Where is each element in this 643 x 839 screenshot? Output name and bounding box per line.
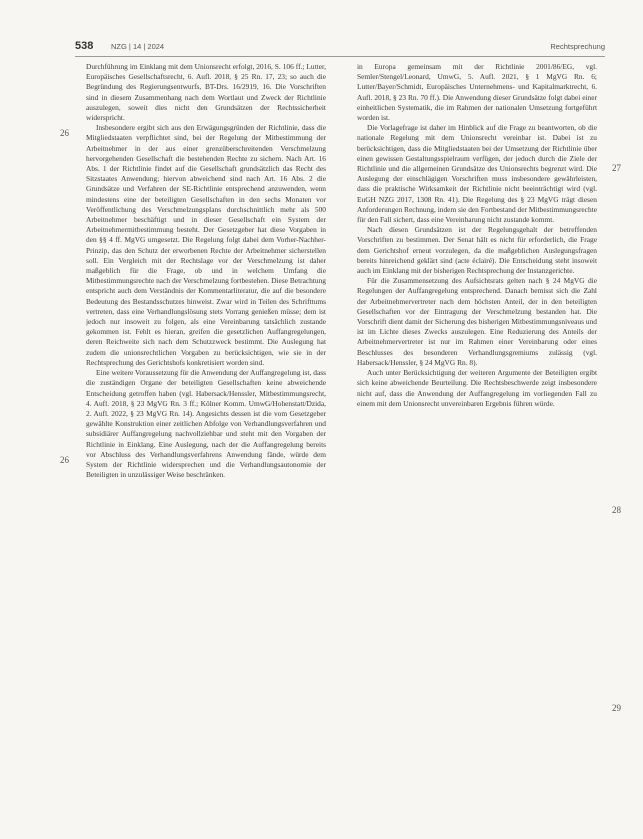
- margin-number: 27: [612, 163, 621, 173]
- margin-number: 28: [612, 505, 621, 515]
- paragraph: Durchführung im Einklang mit dem Unionsrecht erfolgt, 2016, S. 106 ff.; Lutter, Europäisches Gesellschaftsrecht, 6. Aufl. 2018, § 25 Rn. 17, 23; so auch die Begründung des Regierungsentwurfs, BT-Drs. 16/2919, 16. Die Vorschriften sind in diesem Zusammenhang nach dem Wortlaut und Zweck der Richtlinie auszulegen, soweit dies nicht den Grundsätzen der Rechtssicherheit widerspricht.: [86, 62, 326, 123]
- section-title: Rechtsprechung: [550, 42, 605, 51]
- paragraph: Für die Zusammensetzung des Aufsichtsrats gelten nach § 24 MgVG die Regelungen der Auffangregelung entsprechend. Danach bemisst sich die Zahl der Arbeitnehmervertreter nach dem höchsten Anteil, der in den beteiligten Gesellschaften vor der Eintragung der Verschmelzung bestanden hat. Die Vorschrift dient damit der Sicherung des bisherigen Mitbestimmungsniveaus und ist im Lichte dieses Zwecks auszulegen. Eine Reduzierung des Anteils der Arbeitnehmervertreter ist nur im Rahmen einer Vereinbarung oder eines Beschlusses des besonderen Verhandlungsgremiums zulässig (vgl. Habersack/Henssler, § 24 MgVG Rn. 8).: [357, 276, 597, 367]
- journal-reference: NZG | 14 | 2024: [111, 42, 165, 51]
- margin-number: 29: [612, 703, 621, 713]
- paragraph: Eine weitere Voraussetzung für die Anwendung der Auffangregelung ist, dass die zuständigen Organe der beteiligten Gesellschaften keine abweichende Entscheidung getroffen haben (vgl. Habersack/Henssler, Mitbestimmungsrecht, 4. Aufl. 2018, § 23 MgVG Rn. 3 ff.; Kölner Komm. UmwG/Hohenstatt/Dzida, 2. Aufl. 2022, § 23 MgVG Rn. 14). Angesichts dessen ist die vom Gesetzgeber gewählte Konstruktion einer zeitlichen Abfolge von Verhandlungsverfahren und subsidiärer Auffangregelung nachvollziehbar und steht mit den Vorgaben der Richtlinie in Einklang. Eine Auslegung, nach der die Auffangregelung bereits vor Abschluss des Verhandlungsverfahrens Anwendung fände, würde dem System der Richtlinie widersprechen und die Verhandlungsautonomie der Beteiligten in unzulässiger Weise beschränken.: [86, 368, 326, 480]
- page-number: 538: [75, 40, 94, 52]
- paragraph: Die Vorlagefrage ist daher im Hinblick auf die Frage zu beantworten, ob die nationale Regelung mit dem Unionsrecht vereinbar ist. Dabei ist zu berücksichtigen, dass die Mitgliedstaaten bei der Umsetzung der Richtlinie über einen gewissen Gestaltungsspielraum verfügen, der jedoch durch die Ziele der Richtlinie und die allgemeinen Grundsätze des Unionsrechts begrenzt wird. Die Auslegung der einschlägigen Vorschriften muss insbesondere gewährleisten, dass die praktische Wirksamkeit der Richtlinie nicht beeinträchtigt wird (vgl. EuGH NZG 2017, 1308 Rn. 41). Die Regelung des § 23 MgVG trägt diesen Anforderungen Rechnung, indem sie den Fortbestand der Mitbestimmungsrechte für den Fall sichert, dass eine Vereinbarung nicht zustande kommt.: [357, 123, 597, 225]
- paragraph: Auch unter Berücksichtigung der weiteren Argumente der Beteiligten ergibt sich keine abweichende Beurteilung. Die Rechtsbeschwerde zeigt insbesondere nicht auf, dass die Anwendung der Auffangregelung im vorliegenden Fall zu einem mit dem Unionsrecht unvereinbaren Ergebnis führen würde.: [357, 368, 597, 408]
- left-column: [86, 62, 326, 817]
- paragraph: Nach diesen Grundsätzen ist der Regelungsgehalt der betreffenden Vorschriften zu bestimmen. Der Senat hält es nicht für erforderlich, die Frage dem Gerichtshof erneut vorzulegen, da die maßgeblichen Auslegungsfragen bereits hinreichend geklärt sind (acte éclairé). Die Entscheidung steht insoweit auch im Einklang mit der bisherigen Rechtsprechung der Instanzgerichte.: [357, 225, 597, 276]
- margin-number: 26: [60, 128, 69, 138]
- margin-number: 26: [60, 455, 69, 465]
- page-header: [75, 40, 605, 57]
- paragraph: Insbesondere ergibt sich aus den Erwägungsgründen der Richtlinie, dass die Mitgliedstaaten verpflichtet sind, bei der Regelung der Mitbestimmung der Arbeitnehmer in der aus einer grenzüberschreitenden Verschmelzung hervorgehenden Gesellschaft die bestehenden Rechte zu sichern. Nach Art. 16 Abs. 1 der Richtlinie findet auf die Gesellschaft grundsätzlich das Recht des Sitzstaates Anwendung; hiervon abweichend sind nach Art. 16 Abs. 2 die Grundsätze und Verfahren der SE-Richtlinie entsprechend anzuwenden, wenn mindestens eine der beteiligten Gesellschaften in den sechs Monaten vor Veröffentlichung des Verschmelzungsplans durchschnittlich mehr als 500 Arbeitnehmer beschäftigt und in dieser Gesellschaft ein System der Arbeitnehmermitbestimmung besteht. Der Gesetzgeber hat diese Vorgaben in den §§ 4 ff. MgVG umgesetzt. Die Regelung folgt dabei dem Vorher-Nachher-Prinzip, das den Schutz der erworbenen Rechte der Arbeitnehmer sicherstellen soll. Ein Vergleich mit der Rechtslage vor der Verschmelzung ist daher maßgeblich für die Frage, ob und in welchem Umfang die Mitbestimmungsrechte nach der Verschmelzung fortbestehen. Diese Betrachtung entspricht auch dem Verständnis der Kommentarliteratur, die auf die besondere Bedeutung des Bestandsschutzes hinweist. Zwar wird in Teilen des Schrifttums vertreten, dass eine Verhandlungslösung stets Vorrang genießen müsse; dem ist jedoch nur insoweit zu folgen, als eine Vereinbarung tatsächlich zustande gekommen ist. Fehlt es hieran, greifen die gesetzlichen Auffangregelungen, deren Reichweite sich nach dem Schutzzweck bestimmt. Die Auslegung hat zudem die unionsrechtlichen Vorgaben zu berücksichtigen, wie sie in der Rechtsprechung des Gerichtshofs konkretisiert worden sind.: [86, 123, 326, 367]
- right-column: [357, 62, 597, 822]
- paragraph: in Europa gemeinsam mit der Richtlinie 2001/86/EG, vgl. Semler/Stengel/Leonard, UmwG, 5. Aufl. 2021, § 1 MgVG Rn. 6; Lutter/Bayer/Schmidt, Europäisches Unternehmens- und Kapitalmarktrecht, 6. Aufl. 2018, § 23 Rn. 70 ff.). Die Anwendung dieser Grundsätze folgt dabei einer einheitlichen Systematik, die im Rahmen der nationalen Umsetzung fortgeführt worden ist.: [357, 62, 597, 123]
